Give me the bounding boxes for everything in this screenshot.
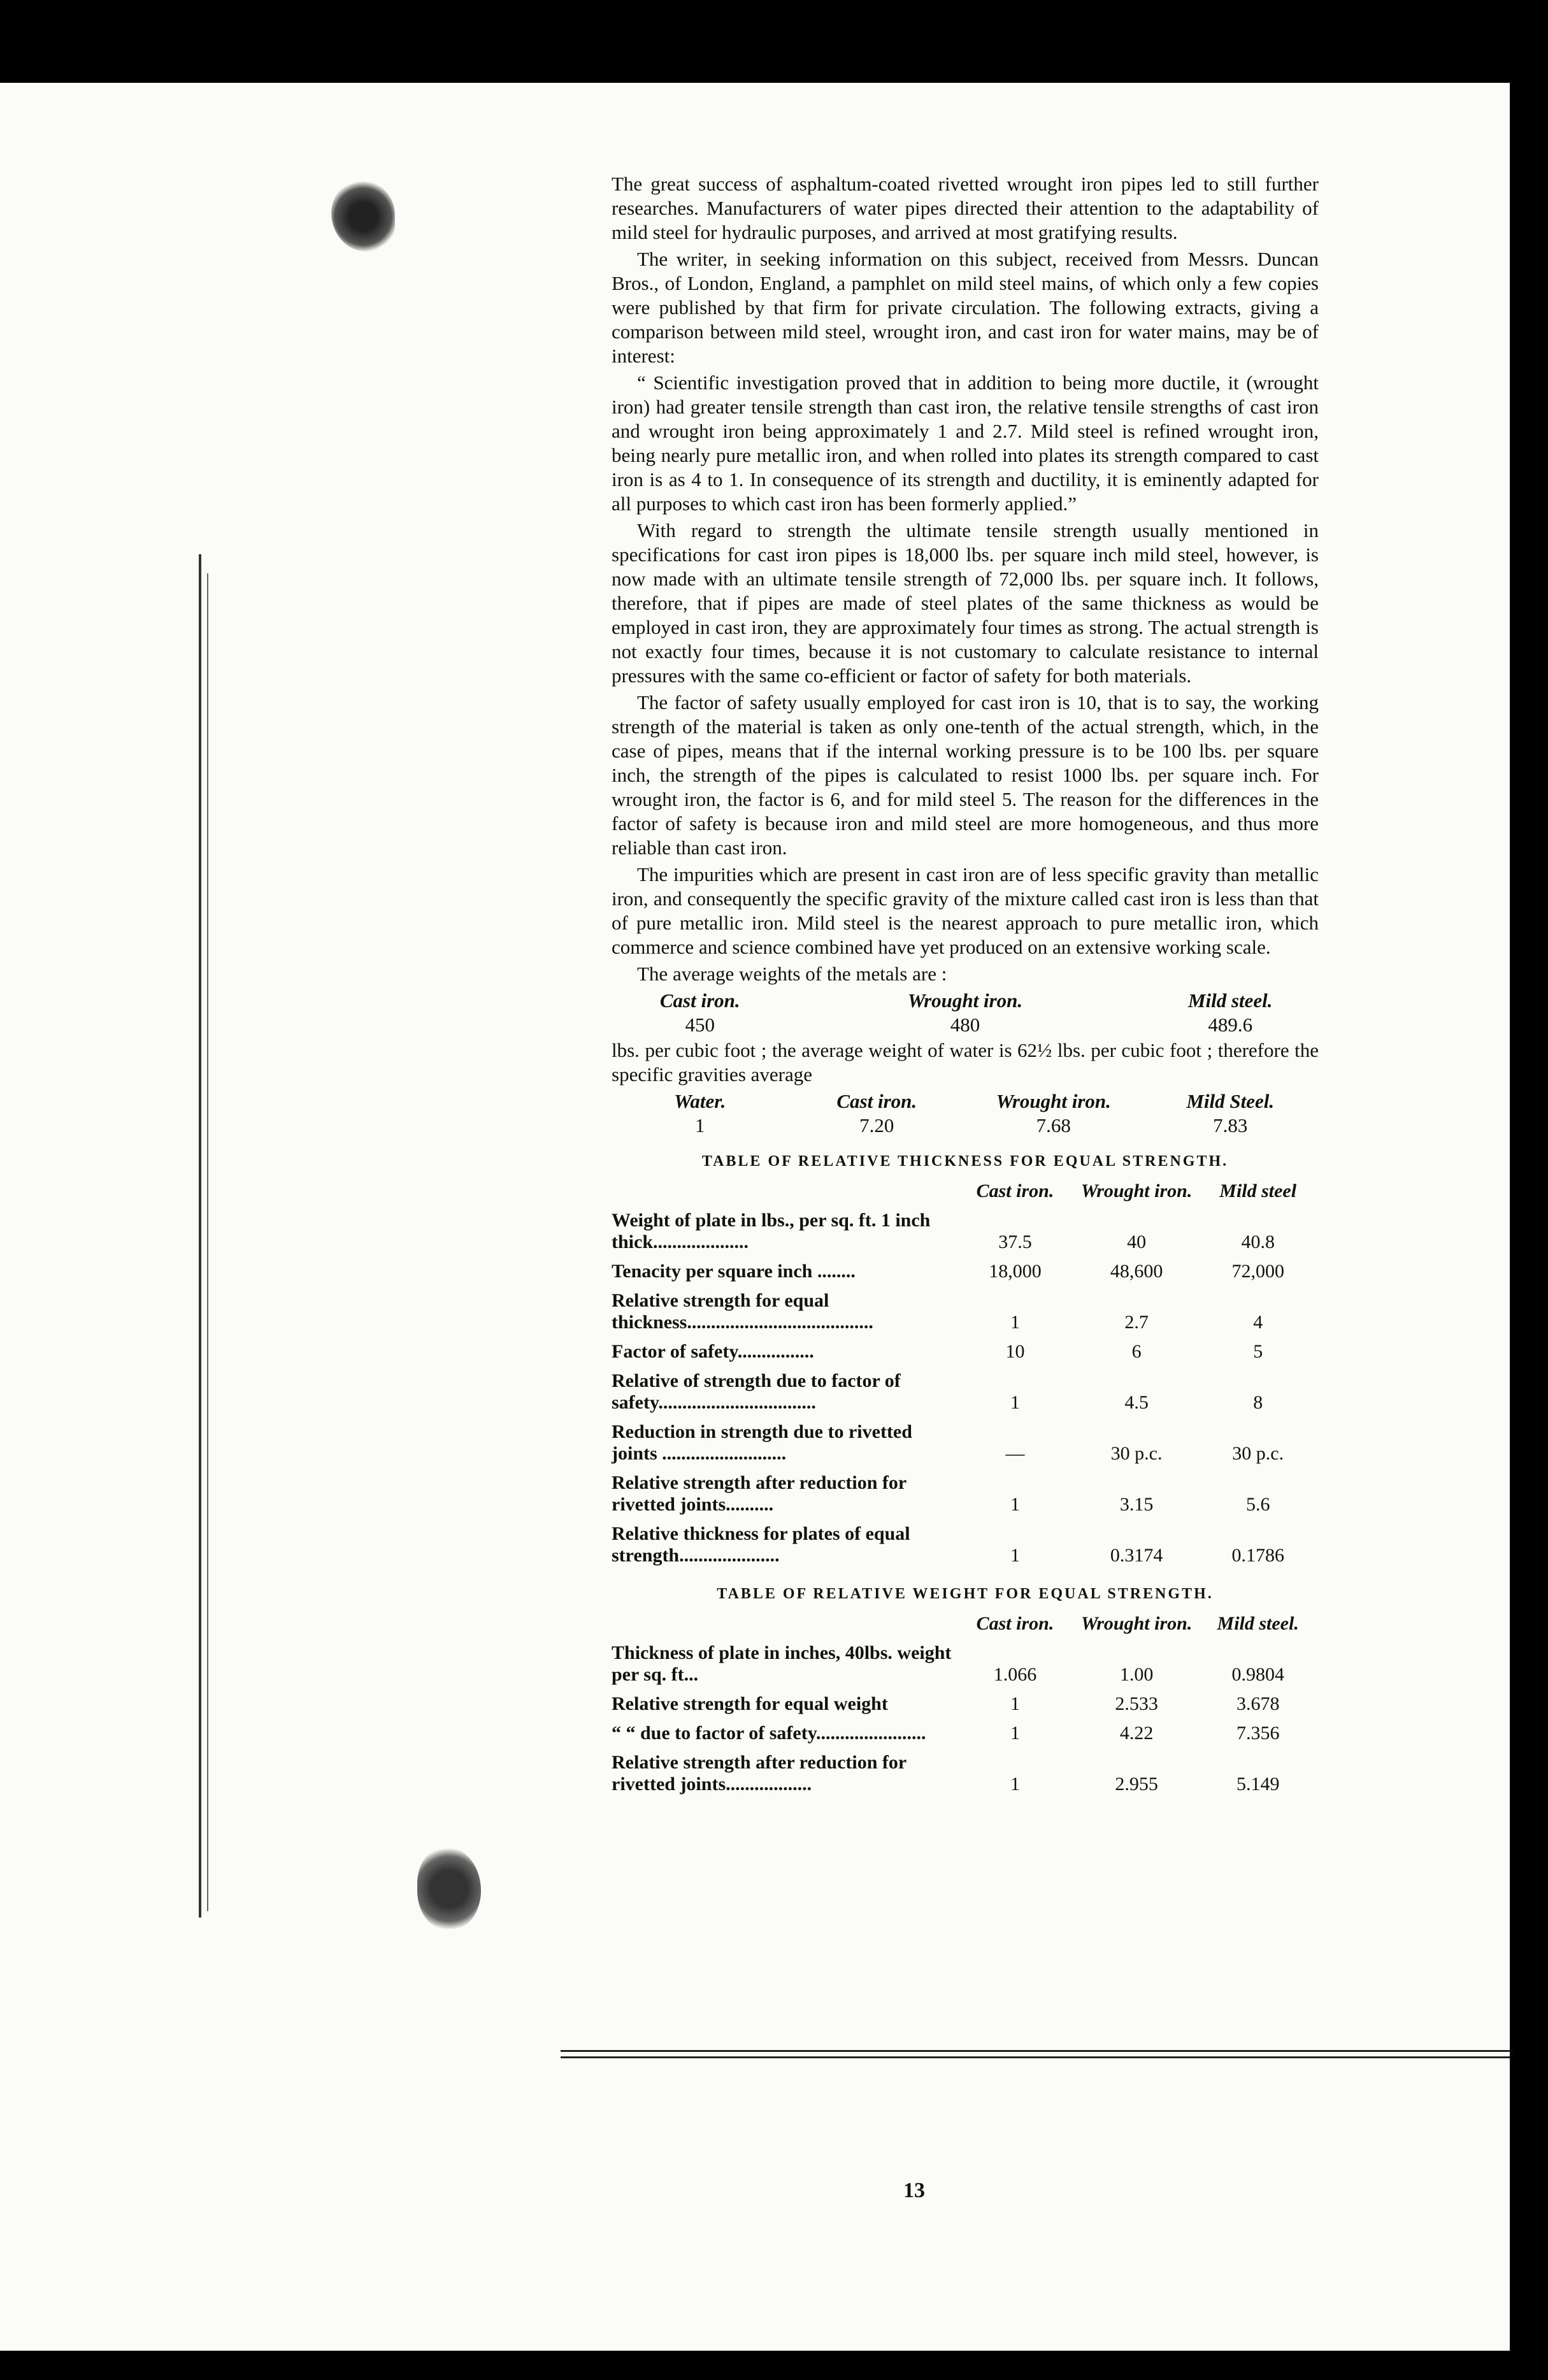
table-row: Relative strength after reduction for rivetted joints.......... 1 3.15 5.6 <box>612 1472 1270 1515</box>
page-number: 13 <box>903 2179 925 2202</box>
paragraph: With regard to strength the ultimate tensile strength usually mentioned in specifications for cast iron pipes is 18,000 lbs. per square inch mild steel, however, is now made with an ultimate tensile strength of 72,000 lbs. per square inch. It follows, therefore, that if pipes are made of steel plates of the same thickness as would be employed in cast iron, they are approximately four times as strong. The actual strength is not exactly four times, because it is not customary to calculate resistance to internal pressures with the same co-efficient or factor of safety for both materials. <box>612 519 1319 687</box>
paragraph: The impurities which are present in cast iron are of less specific gravity than metallic iron, and consequently the specific gravity of the mixture called cast iron is less than that of pure metallic iron. Mild steel is the nearest approach to pure metallic iron, which commerce and science combined have yet produced on an extensive working scale. <box>612 863 1319 958</box>
table-header <box>612 1612 954 1638</box>
table-row: Relative of strength due to factor of safety................................. 1 4.5 8 <box>612 1370 1263 1413</box>
weight-item: Wrought iron. 480 <box>907 989 1023 1036</box>
table-header: Wrought iron. <box>1080 1613 1193 1634</box>
table-header: Mild steel <box>1219 1180 1297 1201</box>
paragraph: The factor of safety usually employed for cast iron is 10, that is to say, the working strength of the material is taken as only one-tenth of the actual strength, which, in the case of pipes, means that if the internal working pressure is to be 100 lbs. per square inch, the strength of the pipes is calculated to resist 1000 lbs. per square inch. For wrought iron, the factor is 6, and for mild steel 5. The reason for the differences in the factor of safety is because iron and mild steel are more homogeneous, and thus more reliable than cast iron. <box>612 691 1319 859</box>
table-header <box>612 1180 954 1206</box>
gravity-item: Water. 1 <box>674 1090 726 1136</box>
table-row: Weight of plate in lbs., per sq. ft. 1 inch thick.................... 37.5 40 40.8 <box>612 1210 1275 1252</box>
scan-line <box>561 2056 1510 2058</box>
table-row: Factor of safety................ 10 6 5 <box>612 1341 1263 1362</box>
table-row: Relative thickness for plates of equal strength..................... 1 0.3174 0.1786 <box>612 1523 1284 1566</box>
table-header: Mild steel. <box>1217 1613 1299 1634</box>
weight-item: Mild steel. 489.6 <box>1187 989 1273 1036</box>
table-row: Reduction in strength due to rivetted joints .......................... — 30 p.c. 30 p.c. <box>612 1421 1284 1464</box>
margin-rule <box>199 554 201 1918</box>
relative-thickness-table <box>612 1180 1319 1570</box>
paragraph: The average weights of the metals are : <box>637 963 947 985</box>
ink-blot <box>417 1847 481 1930</box>
table-row: “ “ due to factor of safety....................... 1 4.22 7.356 <box>612 1723 1280 1744</box>
paragraph: The writer, in seeking information on this subject, received from Messrs. Duncan Bros., of London, England, a pamphlet on mild steel mains, of which only a few copies were published by that firm for private circulation. The following extracts, giving a comparison between mild steel, wrought iron, and cast iron for water mains, may be of interest: <box>612 248 1319 367</box>
margin-rule-secondary <box>207 573 208 1911</box>
quote-paragraph: “ Scientific investigation proved that in addition to being more ductile, it (wrought iron) had greater tensile strength than cast iron, the relative tensile strengths of cast iron and wrought iron being approximately 1 and 2.7. Mild steel is refined wrought iron, being nearly pure metallic iron, and when rolled into plates its strength compared to cast iron is as 4 to 1. In consequence of its strength and ductility, it is eminently adapted for all purposes to which cast iron has been formerly applied.” <box>612 371 1319 515</box>
table-row: Relative strength for equal weight 1 2.533 3.678 <box>612 1693 1280 1714</box>
gravity-item: Mild Steel. 7.83 <box>1186 1090 1275 1136</box>
table-caption: TABLE OF RELATIVE WEIGHT FOR EQUAL STRENGTH. <box>717 1586 1214 1602</box>
table-row: Relative strength after reduction for rivetted joints.................. 1 2.955 5.149 <box>612 1752 1280 1795</box>
table-row: Tenacity per square inch ........ 18,000 48,600 72,000 <box>612 1261 1284 1282</box>
text-column <box>612 172 1319 1799</box>
relative-weight-table <box>612 1612 1319 1799</box>
table-header: Cast iron. <box>976 1613 1054 1634</box>
weight-item: Cast iron. 450 <box>659 989 740 1036</box>
table-header: Cast iron. <box>976 1180 1054 1201</box>
table-caption: TABLE OF RELATIVE THICKNESS FOR EQUAL STRENGTH. <box>701 1153 1229 1170</box>
table-row: Relative strength for equal thickness....................................... 1 2.7 4 <box>612 1290 1263 1333</box>
scan-border <box>1510 0 1548 2380</box>
gravity-item: Cast iron. 7.20 <box>836 1090 917 1136</box>
scan-line <box>561 2050 1510 2052</box>
metal-weights <box>612 989 1319 1037</box>
weights-note: lbs. per cubic foot ; the average weight of water is 62½ lbs. per cubic foot ; therefore the specific gravities average <box>612 1039 1319 1086</box>
gravity-item: Wrought iron. 7.68 <box>996 1090 1111 1136</box>
paragraph: The great success of asphaltum-coated rivetted wrought iron pipes led to still further researches. Manufacturers of water pipes directed their attention to the adaptability of mild steel for hydraulic purposes, and arrived at most gratifying results. <box>612 173 1319 243</box>
specific-gravities <box>612 1089 1319 1138</box>
table-row: Thickness of plate in inches, 40lbs. weight per sq. ft... 1.066 1.00 0.9804 <box>612 1642 1284 1685</box>
table-header: Wrought iron. <box>1080 1180 1193 1201</box>
